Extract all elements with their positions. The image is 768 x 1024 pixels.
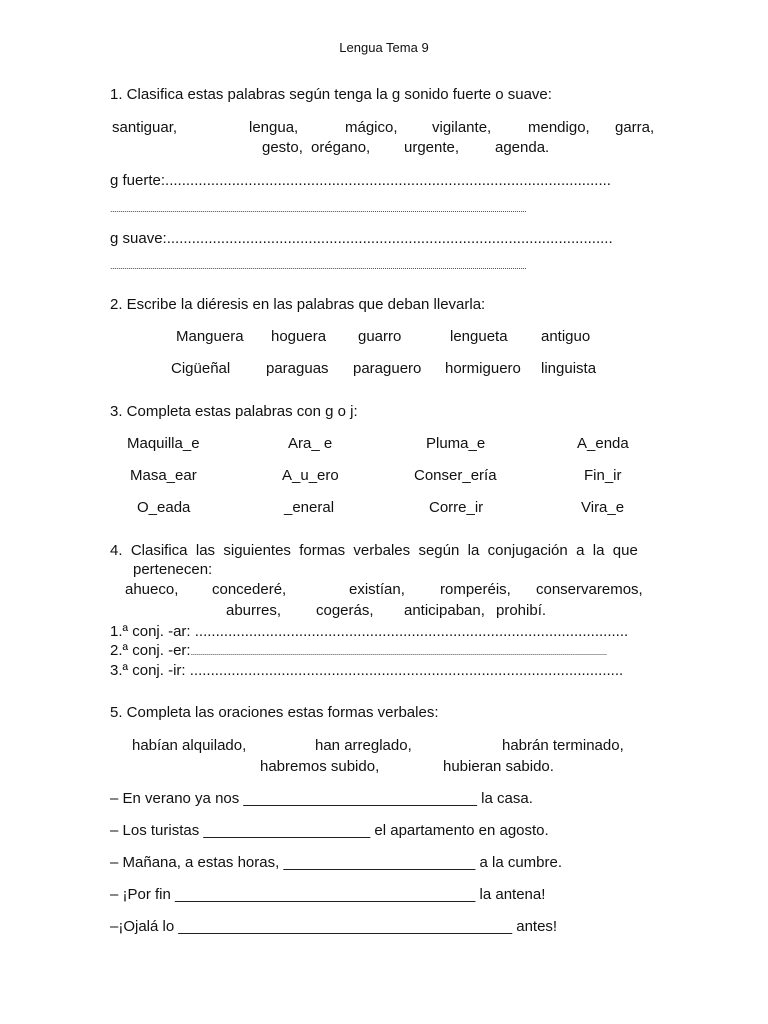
ex1-word: urgente,	[404, 139, 460, 156]
sentence-5[interactable]: –¡Ojalá lo ________________________________________ antes!	[110, 918, 558, 935]
ex1-question: 1. Clasifica estas palabras según tenga la g sonido fuerte o suave:	[110, 86, 552, 103]
ex3-word: Fin_ir	[584, 467, 622, 484]
ex4-word: romperéis,	[440, 581, 511, 598]
ex2-word: paraguas	[266, 360, 329, 377]
ex1-word: mendigo,	[528, 119, 590, 136]
ex3-word: Corre_ir	[429, 499, 484, 516]
ex4-question-cont: pertenecen:	[133, 561, 213, 578]
answer-dots[interactable]: ........................................................................................................	[189, 662, 624, 679]
ex2-question: 2. Escribe la diéresis en las palabras que deban llevarla:	[110, 296, 486, 313]
ex2-word: Manguera	[176, 328, 244, 345]
ex3-word: Vira_e	[581, 499, 625, 516]
ex2-word: paraguero	[353, 360, 422, 377]
ex3-word: A_u_ero	[282, 467, 339, 484]
ex4-word: aburres,	[226, 602, 282, 619]
ex5-word: han arreglado,	[315, 737, 412, 754]
answer-dots[interactable]: ........................................................................................................	[194, 623, 629, 640]
ex2-word: lengueta	[450, 328, 508, 345]
ex4-word: cogerás,	[316, 602, 374, 619]
ex1-word: vigilante,	[432, 119, 492, 136]
ex2-word: Cigüeñal	[171, 360, 231, 377]
conj-er-line	[110, 642, 607, 659]
g-suave-label: g suave:	[110, 230, 167, 247]
ex3-question: 3. Completa estas palabras con g o j:	[110, 403, 358, 420]
ex2-word: hormiguero	[445, 360, 521, 377]
g-fuerte-line	[110, 172, 611, 189]
sentence-2[interactable]: – Los turistas ____________________ el apartamento en agosto.	[110, 822, 549, 839]
ex2-word: guarro	[358, 328, 402, 345]
conj-ir-label: 3.ª conj. -ir:	[110, 662, 190, 679]
g-fuerte-label: g fuerte:	[110, 172, 166, 189]
ex2-word: hoguera	[271, 328, 327, 345]
answer-dots[interactable]: ...........................................................................................................	[166, 230, 613, 247]
sentence-3[interactable]: – Mañana, a estas horas, _______________________ a la cumbre.	[110, 854, 563, 871]
answer-dots[interactable]: ...........................................................................................................	[165, 172, 611, 189]
ex4-word: ahueco,	[125, 581, 179, 598]
answer-dots[interactable]: ................................................................................................................................................................................................................	[190, 647, 607, 657]
answer-dots[interactable]: ................................................................................................................................................................................................................	[110, 204, 527, 214]
ex1-word: agenda.	[495, 139, 550, 156]
ex1-word: lengua,	[249, 119, 299, 136]
ex3-word: Masa_ear	[130, 467, 197, 484]
ex3-word: Ara_ e	[288, 435, 333, 452]
ex4-word: prohibí.	[496, 602, 547, 619]
ex5-question: 5. Completa las oraciones estas formas verbales:	[110, 704, 439, 721]
ex5-word: habrán terminado,	[502, 737, 624, 754]
ex5-word: hubieran sabido.	[443, 758, 554, 775]
conj-ar-label: 1.ª conj. -ar:	[110, 623, 195, 640]
ex4-word: concederé,	[212, 581, 287, 598]
ex4-word: existían,	[349, 581, 405, 598]
g-suave-line	[110, 230, 613, 247]
sentence-4[interactable]: – ¡Por fin ____________________________________ la antena!	[110, 886, 546, 903]
ex3-word: O_eada	[137, 499, 191, 516]
ex3-word: Conser_ería	[414, 467, 497, 484]
conj-ir-line	[110, 662, 623, 679]
ex2-word: linguista	[541, 360, 597, 377]
ex3-word: Pluma_e	[426, 435, 486, 452]
ex1-word: orégano,	[311, 139, 371, 156]
ex4-question: 4. Clasifica las siguientes formas verbales según la conjugación a la que	[110, 542, 638, 559]
ex4-word: conservaremos,	[536, 581, 643, 598]
ex1-word: garra,	[615, 119, 655, 136]
sentence-1[interactable]: – En verano ya nos ____________________________ la casa.	[110, 790, 533, 807]
ex3-word: _eneral	[284, 499, 335, 516]
conj-ar-line	[110, 623, 628, 640]
ex2-word: antiguo	[541, 328, 591, 345]
page-title: Lengua Tema 9	[339, 40, 429, 55]
conj-er-label: 2.ª conj. -er:	[110, 642, 191, 659]
ex1-word: santiguar,	[112, 119, 178, 136]
ex4-word: anticipaban,	[404, 602, 485, 619]
ex3-word: A_enda	[577, 435, 629, 452]
ex1-word: mágico,	[345, 119, 398, 136]
ex5-word: habían alquilado,	[132, 737, 247, 754]
answer-dots[interactable]: ................................................................................................................................................................................................................	[110, 261, 527, 271]
ex5-word: habremos subido,	[260, 758, 380, 775]
ex1-word: gesto,	[262, 139, 303, 156]
ex3-word: Maquilla_e	[127, 435, 200, 452]
